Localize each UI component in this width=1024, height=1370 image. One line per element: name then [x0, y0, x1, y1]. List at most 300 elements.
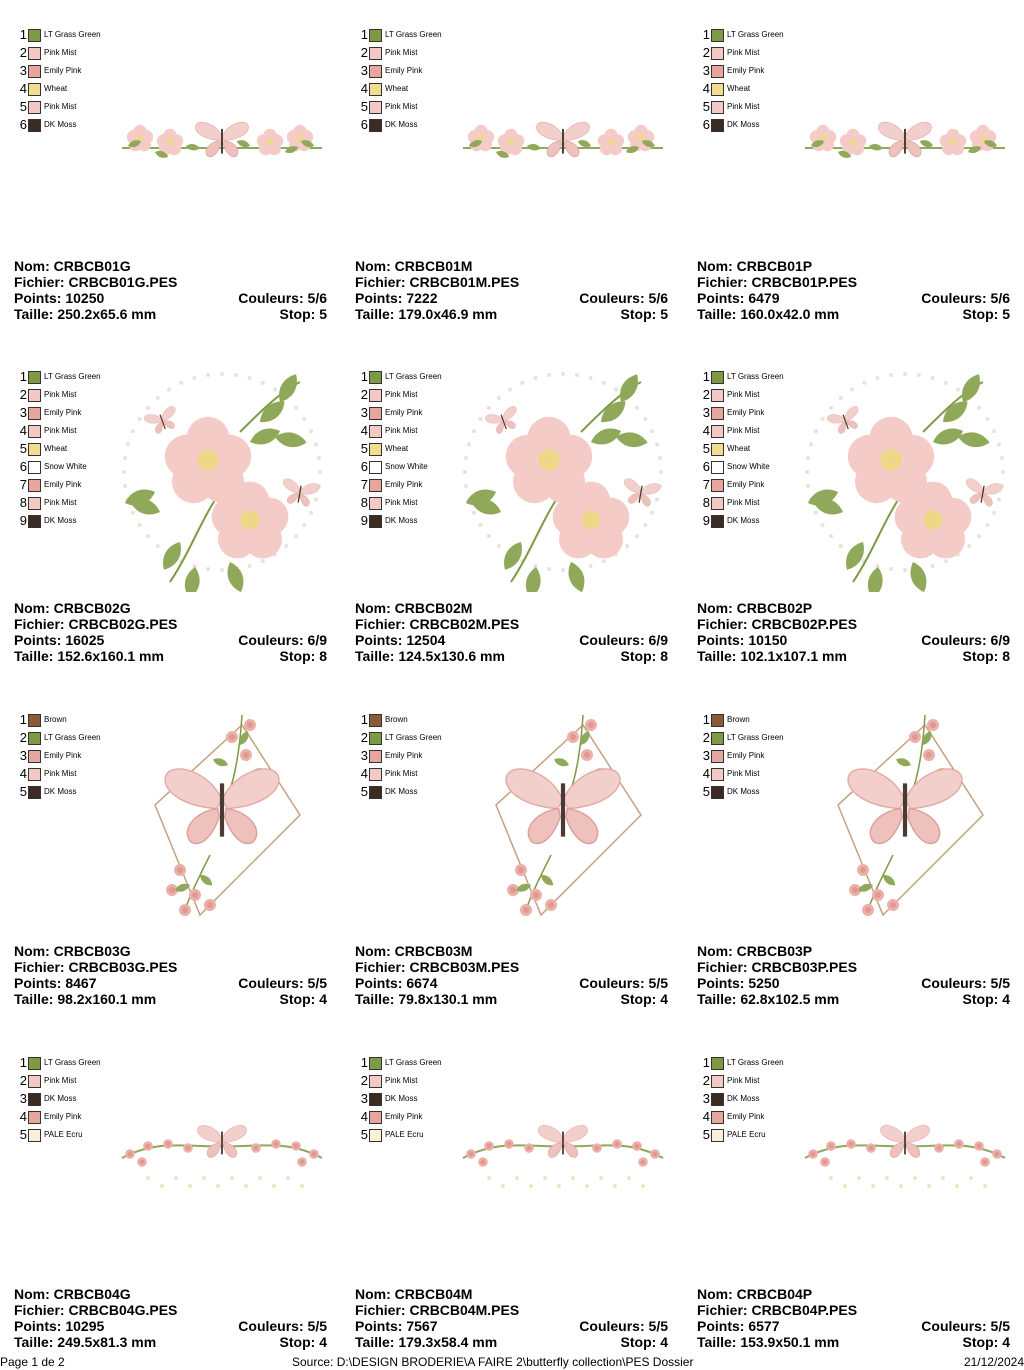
thread-index: 9: [702, 513, 710, 528]
thread-index: 4: [360, 766, 368, 781]
embroidery-preview: [783, 1028, 1024, 1278]
thread-swatch: [711, 29, 724, 42]
thread-color-row: [359, 512, 442, 530]
thread-index: 3: [702, 748, 710, 763]
print-date: 21/12/2024: [963, 1355, 1024, 1369]
thread-color-row: [359, 783, 442, 801]
thread-color-row: [18, 1108, 101, 1126]
couleurs-line: Couleurs: 5/6: [921, 290, 1010, 306]
stop-line: Stop: 4: [962, 1334, 1010, 1350]
thread-index: 5: [702, 441, 710, 456]
thread-color-row: [18, 44, 101, 62]
points-line: Points: 6577: [697, 1318, 780, 1334]
nom-line: Nom: CRBCB04M: [355, 1286, 473, 1302]
thread-color-row: [701, 711, 784, 729]
nom-line: Nom: CRBCB02P: [697, 600, 813, 616]
thread-index: 4: [702, 423, 710, 438]
thread-name: Pink Mist: [44, 498, 77, 507]
thread-color-row: [359, 1072, 442, 1090]
thread-swatch: [369, 497, 382, 510]
thread-color-list: [359, 711, 442, 801]
thread-color-list: [18, 711, 101, 801]
design-info: [355, 1286, 668, 1350]
thread-color-row: [701, 62, 784, 80]
nom-line: Nom: CRBCB03G: [14, 943, 131, 959]
fichier-line: Fichier: CRBCB03M.PES: [355, 959, 520, 975]
thread-swatch: [28, 1111, 41, 1124]
thread-swatch: [711, 714, 724, 727]
thread-swatch: [28, 443, 41, 456]
thread-name: LT Grass Green: [727, 372, 784, 381]
stop-line: Stop: 5: [279, 306, 327, 322]
thread-name: LT Grass Green: [727, 1058, 784, 1067]
thread-name: Emily Pink: [385, 1112, 423, 1121]
design-info: [355, 258, 668, 322]
thread-swatch: [711, 1111, 724, 1124]
couleurs-line: Couleurs: 6/9: [238, 632, 327, 648]
thread-swatch: [28, 47, 41, 60]
thread-name: LT Grass Green: [385, 30, 442, 39]
couleurs-line: Couleurs: 6/9: [921, 632, 1010, 648]
design-cell: [0, 1028, 341, 1370]
source-path: Source: D:\DESIGN BRODERIE\A FAIRE 2\butterfly collection\PES Dossier: [292, 1355, 694, 1369]
thread-index: 2: [360, 730, 368, 745]
fichier-line: Fichier: CRBCB01M.PES: [355, 274, 520, 290]
thread-name: DK Moss: [385, 787, 418, 796]
thread-name: Pink Mist: [385, 1076, 418, 1085]
thread-swatch: [711, 461, 724, 474]
design-info: [14, 1286, 327, 1350]
thread-name: LT Grass Green: [385, 1058, 442, 1067]
thread-index: 4: [19, 766, 27, 781]
taille-line: Taille: 79.8x130.1 mm: [355, 991, 498, 1007]
thread-index: 5: [19, 1127, 27, 1142]
thread-swatch: [28, 1093, 41, 1106]
embroidery-preview: [441, 0, 682, 250]
design-cell: [683, 0, 1024, 342]
nom-line: Nom: CRBCB01M: [355, 258, 473, 274]
thread-name: Pink Mist: [727, 426, 760, 435]
points-line: Points: 10150: [697, 632, 788, 648]
thread-swatch: [369, 47, 382, 60]
page-number: Page 1 de 2: [0, 1355, 65, 1369]
thread-index: 2: [702, 1073, 710, 1088]
thread-name: Brown: [44, 715, 67, 724]
thread-name: Pink Mist: [727, 390, 760, 399]
thread-name: LT Grass Green: [44, 733, 101, 742]
thread-index: 2: [702, 730, 710, 745]
thread-color-row: [359, 1108, 442, 1126]
thread-index: 6: [360, 117, 368, 132]
fichier-line: Fichier: CRBCB02P.PES: [697, 616, 858, 632]
thread-index: 8: [702, 495, 710, 510]
thread-color-row: [18, 422, 101, 440]
thread-index: 2: [360, 45, 368, 60]
thread-color-row: [359, 440, 442, 458]
points-line: Points: 6479: [697, 290, 780, 306]
thread-index: 7: [360, 477, 368, 492]
nom-line: Nom: CRBCB01P: [697, 258, 813, 274]
points-line: Points: 6674: [355, 975, 438, 991]
thread-color-row: [701, 458, 784, 476]
embroidery-preview: [441, 685, 682, 935]
thread-name: LT Grass Green: [44, 30, 101, 39]
taille-line: Taille: 102.1x107.1 mm: [697, 648, 847, 664]
thread-index: 4: [360, 1109, 368, 1124]
thread-swatch: [369, 1057, 382, 1070]
nom-line: Nom: CRBCB03M: [355, 943, 473, 959]
thread-color-row: [701, 422, 784, 440]
fichier-line: Fichier: CRBCB01P.PES: [697, 274, 858, 290]
thread-swatch: [28, 732, 41, 745]
thread-swatch: [711, 1093, 724, 1106]
thread-name: DK Moss: [44, 1094, 77, 1103]
thread-color-list: [18, 368, 101, 530]
thread-swatch: [711, 497, 724, 510]
embroidery-preview: [100, 1028, 341, 1278]
thread-name: DK Moss: [727, 120, 760, 129]
thread-swatch: [369, 732, 382, 745]
thread-swatch: [369, 515, 382, 528]
design-cell: [0, 685, 341, 1027]
thread-name: Pink Mist: [727, 1076, 760, 1085]
thread-index: 1: [702, 369, 710, 384]
taille-line: Taille: 98.2x160.1 mm: [14, 991, 157, 1007]
design-info: [697, 600, 1010, 664]
thread-index: 5: [360, 1127, 368, 1142]
thread-color-row: [18, 729, 101, 747]
thread-index: 5: [19, 441, 27, 456]
thread-color-list: [359, 26, 442, 134]
embroidery-preview: [100, 0, 341, 250]
thread-color-row: [18, 512, 101, 530]
thread-color-row: [18, 1090, 101, 1108]
thread-swatch: [369, 389, 382, 402]
stop-line: Stop: 5: [620, 306, 668, 322]
fichier-line: Fichier: CRBCB01G.PES: [14, 274, 178, 290]
taille-line: Taille: 249.5x81.3 mm: [14, 1334, 157, 1350]
stop-line: Stop: 4: [620, 991, 668, 1007]
thread-swatch: [711, 65, 724, 78]
thread-name: Snow White: [44, 462, 87, 471]
thread-name: DK Moss: [44, 787, 77, 796]
design-info: [355, 943, 668, 1007]
thread-swatch: [28, 83, 41, 96]
thread-swatch: [711, 479, 724, 492]
stop-line: Stop: 8: [620, 648, 668, 664]
design-cell: [341, 0, 682, 342]
thread-swatch: [369, 1093, 382, 1106]
stop-line: Stop: 4: [279, 1334, 327, 1350]
thread-name: Wheat: [44, 444, 68, 453]
nom-line: Nom: CRBCB03P: [697, 943, 813, 959]
thread-index: 7: [19, 477, 27, 492]
taille-line: Taille: 160.0x42.0 mm: [697, 306, 840, 322]
thread-index: 1: [702, 712, 710, 727]
thread-color-row: [359, 476, 442, 494]
thread-name: Emily Pink: [385, 66, 423, 75]
design-cell: [0, 342, 341, 684]
thread-name: Pink Mist: [727, 498, 760, 507]
thread-color-list: [701, 368, 784, 530]
nom-line: Nom: CRBCB01G: [14, 258, 131, 274]
thread-index: 2: [702, 45, 710, 60]
thread-color-row: [701, 747, 784, 765]
couleurs-line: Couleurs: 5/5: [579, 975, 668, 991]
thread-index: 5: [702, 1127, 710, 1142]
fichier-line: Fichier: CRBCB03P.PES: [697, 959, 858, 975]
thread-name: Pink Mist: [44, 426, 77, 435]
thread-index: 4: [702, 766, 710, 781]
design-info: [14, 258, 327, 322]
thread-color-row: [701, 386, 784, 404]
thread-color-row: [701, 44, 784, 62]
thread-color-row: [18, 440, 101, 458]
thread-name: Wheat: [385, 84, 409, 93]
embroidery-preview: [441, 1028, 682, 1278]
thread-swatch: [369, 407, 382, 420]
thread-color-row: [701, 512, 784, 530]
taille-line: Taille: 124.5x130.6 mm: [355, 648, 505, 664]
thread-index: 5: [360, 441, 368, 456]
thread-swatch: [28, 29, 41, 42]
thread-swatch: [711, 1075, 724, 1088]
thread-swatch: [369, 83, 382, 96]
thread-color-row: [18, 476, 101, 494]
thread-name: Wheat: [44, 84, 68, 93]
fichier-line: Fichier: CRBCB04G.PES: [14, 1302, 178, 1318]
thread-name: Emily Pink: [727, 1112, 765, 1121]
thread-swatch: [711, 786, 724, 799]
thread-index: 1: [702, 27, 710, 42]
thread-index: 1: [19, 1055, 27, 1070]
thread-color-row: [18, 368, 101, 386]
thread-index: 3: [360, 1091, 368, 1106]
thread-color-row: [701, 404, 784, 422]
thread-name: Emily Pink: [44, 751, 82, 760]
design-cell: [341, 685, 682, 1027]
thread-index: 6: [360, 459, 368, 474]
thread-name: Pink Mist: [727, 48, 760, 57]
thread-swatch: [711, 515, 724, 528]
thread-swatch: [711, 101, 724, 114]
thread-color-list: [701, 1054, 784, 1144]
thread-name: Pink Mist: [44, 1076, 77, 1085]
thread-swatch: [711, 1129, 724, 1142]
thread-color-row: [359, 458, 442, 476]
thread-index: 3: [19, 63, 27, 78]
couleurs-line: Couleurs: 5/5: [921, 1318, 1010, 1334]
thread-name: DK Moss: [727, 516, 760, 525]
thread-index: 2: [702, 387, 710, 402]
thread-swatch: [369, 750, 382, 763]
thread-swatch: [28, 1057, 41, 1070]
fichier-line: Fichier: CRBCB04P.PES: [697, 1302, 858, 1318]
embroidery-preview: [783, 685, 1024, 935]
thread-name: Snow White: [727, 462, 770, 471]
thread-name: DK Moss: [44, 120, 77, 129]
thread-index: 1: [360, 27, 368, 42]
points-line: Points: 10295: [14, 1318, 105, 1334]
thread-name: Wheat: [385, 444, 409, 453]
design-info: [697, 943, 1010, 1007]
design-cell: [683, 685, 1024, 1027]
thread-color-row: [701, 1108, 784, 1126]
design-cell: [683, 1028, 1024, 1370]
thread-color-row: [701, 1090, 784, 1108]
thread-index: 5: [19, 784, 27, 799]
thread-swatch: [711, 425, 724, 438]
design-cell: [683, 342, 1024, 684]
thread-color-list: [18, 26, 101, 134]
taille-line: Taille: 62.8x102.5 mm: [697, 991, 840, 1007]
thread-swatch: [711, 83, 724, 96]
thread-color-row: [18, 1054, 101, 1072]
thread-index: 1: [19, 369, 27, 384]
thread-index: 6: [702, 117, 710, 132]
thread-index: 5: [360, 784, 368, 799]
thread-index: 4: [19, 81, 27, 96]
thread-name: Emily Pink: [44, 1112, 82, 1121]
nom-line: Nom: CRBCB04P: [697, 1286, 813, 1302]
fichier-line: Fichier: CRBCB03G.PES: [14, 959, 178, 975]
thread-color-row: [359, 1126, 442, 1144]
thread-name: Pink Mist: [385, 498, 418, 507]
points-line: Points: 16025: [14, 632, 105, 648]
design-info: [14, 600, 327, 664]
thread-swatch: [711, 407, 724, 420]
points-line: Points: 7567: [355, 1318, 438, 1334]
thread-color-row: [701, 98, 784, 116]
thread-index: 9: [19, 513, 27, 528]
thread-swatch: [28, 515, 41, 528]
thread-name: PALE Ecru: [385, 1130, 424, 1139]
thread-swatch: [369, 1111, 382, 1124]
thread-index: 4: [360, 423, 368, 438]
stop-line: Stop: 4: [962, 991, 1010, 1007]
thread-swatch: [28, 1075, 41, 1088]
embroidery-preview: [441, 342, 682, 592]
thread-name: Emily Pink: [44, 480, 82, 489]
thread-index: 5: [19, 99, 27, 114]
thread-index: 2: [360, 387, 368, 402]
thread-index: 8: [19, 495, 27, 510]
thread-name: Emily Pink: [727, 408, 765, 417]
design-info: [697, 258, 1010, 322]
thread-index: 2: [19, 45, 27, 60]
thread-color-row: [18, 98, 101, 116]
thread-name: DK Moss: [385, 120, 418, 129]
thread-color-list: [359, 1054, 442, 1144]
stop-line: Stop: 8: [962, 648, 1010, 664]
thread-color-row: [359, 404, 442, 422]
thread-index: 3: [19, 748, 27, 763]
thread-swatch: [28, 497, 41, 510]
thread-name: Wheat: [727, 84, 751, 93]
thread-color-list: [359, 368, 442, 530]
thread-color-list: [701, 711, 784, 801]
design-info: [14, 943, 327, 1007]
thread-index: 5: [702, 99, 710, 114]
thread-swatch: [28, 714, 41, 727]
couleurs-line: Couleurs: 6/9: [579, 632, 668, 648]
taille-line: Taille: 152.6x160.1 mm: [14, 648, 164, 664]
taille-line: Taille: 179.0x46.9 mm: [355, 306, 498, 322]
design-cell: [341, 1028, 682, 1370]
thread-swatch: [28, 389, 41, 402]
thread-color-row: [18, 494, 101, 512]
thread-name: Brown: [385, 715, 408, 724]
thread-swatch: [369, 101, 382, 114]
thread-swatch: [369, 786, 382, 799]
thread-name: Brown: [727, 715, 750, 724]
thread-swatch: [369, 461, 382, 474]
thread-color-row: [701, 476, 784, 494]
thread-color-row: [701, 80, 784, 98]
thread-color-row: [359, 116, 442, 134]
thread-name: Pink Mist: [44, 390, 77, 399]
embroidery-preview: [100, 685, 341, 935]
thread-swatch: [28, 461, 41, 474]
thread-swatch: [711, 732, 724, 745]
thread-name: LT Grass Green: [385, 733, 442, 742]
thread-color-row: [701, 368, 784, 386]
taille-line: Taille: 250.2x65.6 mm: [14, 306, 157, 322]
thread-color-row: [359, 765, 442, 783]
thread-color-row: [359, 422, 442, 440]
thread-index: 3: [360, 63, 368, 78]
thread-name: Emily Pink: [385, 480, 423, 489]
thread-index: 1: [19, 27, 27, 42]
thread-index: 1: [360, 369, 368, 384]
thread-swatch: [369, 425, 382, 438]
thread-name: Emily Pink: [727, 66, 765, 75]
thread-name: Emily Pink: [727, 751, 765, 760]
points-line: Points: 10250: [14, 290, 105, 306]
thread-color-row: [18, 711, 101, 729]
thread-swatch: [28, 101, 41, 114]
thread-color-row: [359, 62, 442, 80]
thread-swatch: [711, 768, 724, 781]
thread-name: Pink Mist: [385, 426, 418, 435]
thread-name: Wheat: [727, 444, 751, 453]
thread-index: 3: [19, 405, 27, 420]
thread-name: Pink Mist: [727, 102, 760, 111]
design-cell: [0, 0, 341, 342]
thread-swatch: [28, 479, 41, 492]
thread-name: PALE Ecru: [44, 1130, 83, 1139]
thread-swatch: [369, 119, 382, 132]
thread-color-row: [359, 368, 442, 386]
thread-swatch: [28, 407, 41, 420]
nom-line: Nom: CRBCB04G: [14, 1286, 131, 1302]
thread-index: 3: [702, 63, 710, 78]
taille-line: Taille: 179.3x58.4 mm: [355, 1334, 498, 1350]
stop-line: Stop: 4: [279, 991, 327, 1007]
thread-swatch: [369, 29, 382, 42]
thread-color-row: [359, 386, 442, 404]
thread-color-row: [18, 386, 101, 404]
embroidery-preview: [783, 342, 1024, 592]
thread-index: 2: [19, 387, 27, 402]
thread-swatch: [369, 1129, 382, 1142]
points-line: Points: 12504: [355, 632, 446, 648]
thread-color-row: [701, 783, 784, 801]
thread-name: Pink Mist: [44, 769, 77, 778]
thread-index: 8: [360, 495, 368, 510]
thread-index: 1: [360, 712, 368, 727]
thread-index: 3: [19, 1091, 27, 1106]
